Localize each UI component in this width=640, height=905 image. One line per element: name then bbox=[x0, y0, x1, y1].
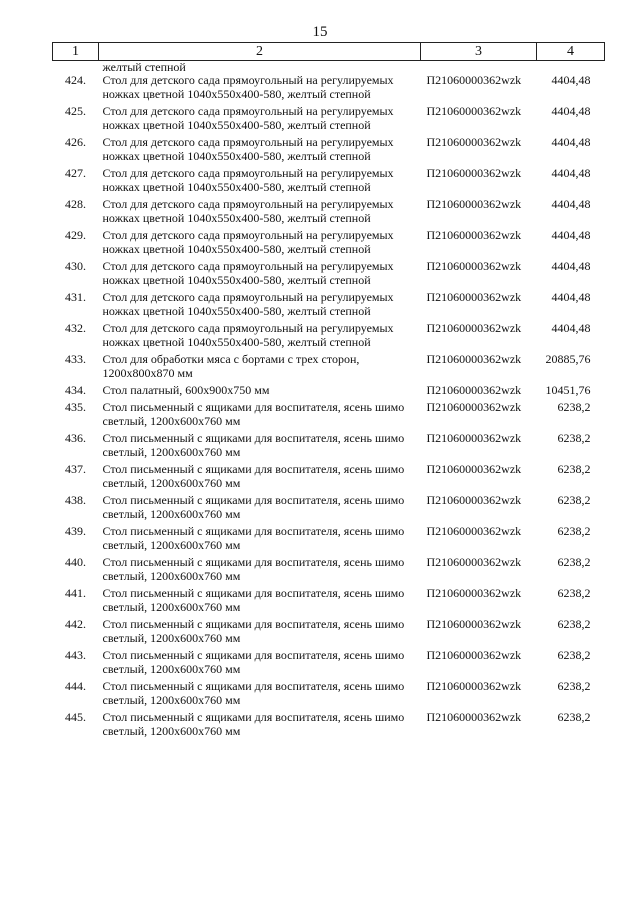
item-description: Стол для детского сада прямоугольный на регулируемых ножках цветной 1040x550x400-580, желтый степной bbox=[102, 166, 394, 194]
row-number: 442. bbox=[65, 617, 86, 631]
item-price: 6238,2 bbox=[557, 555, 591, 569]
table-row bbox=[53, 679, 605, 710]
item-code: П21060000362wzk bbox=[426, 586, 522, 600]
item-code: П21060000362wzk bbox=[426, 135, 522, 149]
item-code: П21060000362wzk bbox=[426, 321, 522, 335]
table-row bbox=[53, 524, 605, 555]
item-price: 6238,2 bbox=[557, 400, 591, 414]
item-description: Стол письменный с ящиками для воспитателя, ясень шимо светлый, 1200x600x760 мм bbox=[102, 524, 405, 552]
item-description: Стол для детского сада прямоугольный на регулируемых ножках цветной 1040x550x400-580, желтый степной bbox=[102, 321, 394, 349]
item-description: Стол письменный с ящиками для воспитателя, ясень шимо светлый, 1200x600x760 мм bbox=[102, 648, 405, 676]
table-row bbox=[53, 648, 605, 679]
row-number: 436. bbox=[65, 431, 86, 445]
table-row bbox=[53, 586, 605, 617]
item-code: П21060000362wzk bbox=[426, 290, 522, 304]
item-price: 4404,48 bbox=[551, 135, 591, 149]
row-number: 426. bbox=[65, 135, 86, 149]
item-price: 6238,2 bbox=[557, 431, 591, 445]
column-header: 4 bbox=[537, 43, 605, 61]
row-number: 441. bbox=[65, 586, 86, 600]
row-number: 430. bbox=[65, 259, 86, 273]
item-code: П21060000362wzk bbox=[426, 431, 522, 445]
item-price: 4404,48 bbox=[551, 290, 591, 304]
item-code: П21060000362wzk bbox=[426, 555, 522, 569]
item-description: Стол письменный с ящиками для воспитателя, ясень шимо светлый, 1200x600x760 мм bbox=[102, 617, 405, 645]
item-price: 6238,2 bbox=[557, 679, 591, 693]
item-code: П21060000362wzk bbox=[426, 73, 522, 87]
table-row bbox=[53, 104, 605, 135]
item-description: Стол для детского сада прямоугольный на регулируемых ножках цветной 1040x550x400-580, желтый степной bbox=[102, 197, 394, 225]
column-header: 1 bbox=[53, 43, 99, 61]
row-number: 434. bbox=[65, 383, 86, 397]
page-number: 15 bbox=[312, 24, 328, 40]
item-description: Стол письменный с ящиками для воспитателя, ясень шимо светлый, 1200x600x760 мм bbox=[102, 679, 405, 707]
row-number: 445. bbox=[65, 710, 86, 724]
item-description: Стол для детского сада прямоугольный на регулируемых ножках цветной 1040x550x400-580, желтый степной bbox=[102, 135, 394, 163]
table-row bbox=[53, 352, 605, 383]
item-description: Стол письменный с ящиками для воспитателя, ясень шимо светлый, 1200x600x760 мм bbox=[102, 462, 405, 490]
item-code: П21060000362wzk bbox=[426, 617, 522, 631]
row-number: 433. bbox=[65, 352, 86, 366]
item-price: 6238,2 bbox=[557, 586, 591, 600]
table-row bbox=[53, 710, 605, 741]
item-description: Стол для детского сада прямоугольный на регулируемых ножках цветной 1040x550x400-580, желтый степной bbox=[102, 104, 394, 132]
item-code: П21060000362wzk bbox=[426, 524, 522, 538]
item-description: Стол для детского сада прямоугольный на регулируемых ножках цветной 1040x550x400-580, желтый степной bbox=[102, 73, 394, 101]
item-description: Стол письменный с ящиками для воспитателя, ясень шимо светлый, 1200x600x760 мм bbox=[102, 555, 405, 583]
item-description: Стол для детского сада прямоугольный на регулируемых ножках цветной 1040x550x400-580, желтый степной bbox=[102, 290, 394, 318]
item-price: 4404,48 bbox=[551, 104, 591, 118]
item-price: 10451,76 bbox=[545, 383, 591, 397]
item-code: П21060000362wzk bbox=[426, 259, 522, 273]
item-price: 6238,2 bbox=[557, 648, 591, 662]
row-number: 443. bbox=[65, 648, 86, 662]
item-price: 4404,48 bbox=[551, 228, 591, 242]
item-description: Стол письменный с ящиками для воспитателя, ясень шимо светлый, 1200x600x760 мм bbox=[102, 493, 405, 521]
item-price: 6238,2 bbox=[557, 710, 591, 724]
item-code: П21060000362wzk bbox=[426, 679, 522, 693]
table-row bbox=[53, 617, 605, 648]
row-number: 438. bbox=[65, 493, 86, 507]
item-description: Стол для обработки мяса с бортами с трех сторон, 1200x800x870 мм bbox=[102, 352, 360, 380]
item-code: П21060000362wzk bbox=[426, 228, 522, 242]
row-number: 440. bbox=[65, 555, 86, 569]
item-code: П21060000362wzk bbox=[426, 166, 522, 180]
continuation-text: желтый степной bbox=[102, 60, 186, 74]
item-description: Стол письменный с ящиками для воспитателя, ясень шимо светлый, 1200x600x760 мм bbox=[102, 710, 405, 738]
item-price: 4404,48 bbox=[551, 166, 591, 180]
row-number: 432. bbox=[65, 321, 86, 335]
table-row bbox=[53, 197, 605, 228]
row-number: 444. bbox=[65, 679, 86, 693]
row-number: 437. bbox=[65, 462, 86, 476]
table-header-row bbox=[53, 43, 605, 61]
item-price: 6238,2 bbox=[557, 462, 591, 476]
item-code: П21060000362wzk bbox=[426, 462, 522, 476]
item-price: 6238,2 bbox=[557, 617, 591, 631]
item-code: П21060000362wzk bbox=[426, 104, 522, 118]
table-row bbox=[53, 166, 605, 197]
item-price: 4404,48 bbox=[551, 259, 591, 273]
item-code: П21060000362wzk bbox=[426, 648, 522, 662]
item-price: 4404,48 bbox=[551, 321, 591, 335]
item-price: 6238,2 bbox=[557, 493, 591, 507]
item-code: П21060000362wzk bbox=[426, 493, 522, 507]
items-table bbox=[52, 42, 605, 741]
item-price: 6238,2 bbox=[557, 524, 591, 538]
table-row bbox=[53, 135, 605, 166]
row-number: 428. bbox=[65, 197, 86, 211]
table-row bbox=[53, 555, 605, 586]
table-row bbox=[53, 73, 605, 104]
item-description: Стол для детского сада прямоугольный на регулируемых ножках цветной 1040x550x400-580, желтый степной bbox=[102, 228, 394, 256]
row-number: 435. bbox=[65, 400, 86, 414]
table-row bbox=[53, 462, 605, 493]
item-price: 20885,76 bbox=[545, 352, 591, 366]
item-code: П21060000362wzk bbox=[426, 383, 522, 397]
table-row bbox=[53, 383, 605, 400]
table-row bbox=[53, 493, 605, 524]
table-row bbox=[53, 431, 605, 462]
item-price: 4404,48 bbox=[551, 73, 591, 87]
item-description: Стол письменный с ящиками для воспитателя, ясень шимо светлый, 1200x600x760 мм bbox=[102, 586, 405, 614]
row-number: 427. bbox=[65, 166, 86, 180]
table-row bbox=[53, 228, 605, 259]
column-header: 3 bbox=[421, 43, 537, 61]
row-number: 425. bbox=[65, 104, 86, 118]
table-row bbox=[53, 290, 605, 321]
item-code: П21060000362wzk bbox=[426, 710, 522, 724]
continuation-row bbox=[53, 61, 605, 74]
table-row bbox=[53, 321, 605, 352]
item-code: П21060000362wzk bbox=[426, 400, 522, 414]
row-number: 429. bbox=[65, 228, 86, 242]
table-row bbox=[53, 259, 605, 290]
item-code: П21060000362wzk bbox=[426, 352, 522, 366]
row-number: 431. bbox=[65, 290, 86, 304]
item-description: Стол палатный, 600x900x750 мм bbox=[102, 383, 270, 397]
item-code: П21060000362wzk bbox=[426, 197, 522, 211]
row-number: 439. bbox=[65, 524, 86, 538]
item-description: Стол письменный с ящиками для воспитателя, ясень шимо светлый, 1200x600x760 мм bbox=[102, 431, 405, 459]
column-header: 2 bbox=[99, 43, 421, 61]
table-row bbox=[53, 400, 605, 431]
row-number: 424. bbox=[65, 73, 86, 87]
item-description: Стол для детского сада прямоугольный на регулируемых ножках цветной 1040x550x400-580, желтый степной bbox=[102, 259, 394, 287]
item-price: 4404,48 bbox=[551, 197, 591, 211]
item-description: Стол письменный с ящиками для воспитателя, ясень шимо светлый, 1200x600x760 мм bbox=[102, 400, 405, 428]
